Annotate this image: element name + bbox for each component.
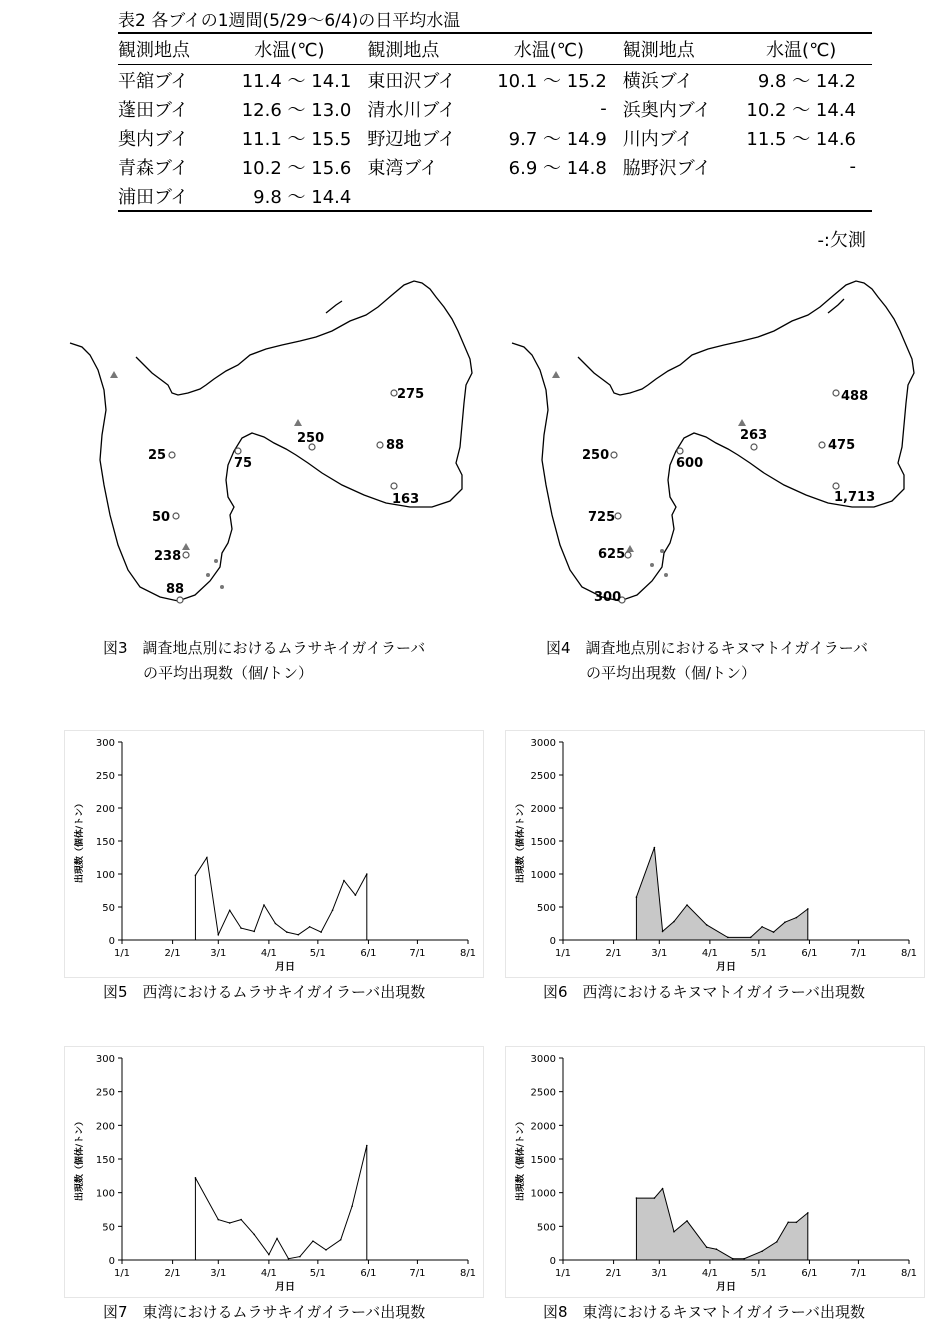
station-circle [183, 552, 189, 558]
data-point [743, 1258, 745, 1260]
x-tick-label: 5/1 [750, 1268, 767, 1279]
buoy-dot [220, 585, 224, 589]
buoy-markers [552, 371, 746, 577]
data-point [195, 875, 197, 877]
table-row [118, 65, 872, 95]
data-point [325, 1249, 327, 1251]
x-tick-label: 7/1 [850, 948, 867, 959]
map-value-label: 75 [234, 456, 253, 471]
data-point [706, 924, 708, 926]
data-point [229, 910, 231, 912]
map-value-label: 263 [740, 428, 768, 443]
temp-cell: 6.9 ～ 14.8 [508, 157, 607, 179]
data-point [240, 927, 242, 929]
data-point [636, 896, 638, 898]
y-axis-label: 出現数（個体/トン） [516, 798, 526, 884]
map-value-label: 238 [154, 549, 182, 564]
data-point [297, 934, 299, 936]
temp-cell: - [849, 156, 856, 177]
station-cell [623, 181, 747, 211]
temp-cell [746, 181, 872, 211]
coastline-path [70, 281, 472, 601]
header-station: 観測地点 [118, 33, 228, 65]
buoy-triangle [110, 371, 118, 378]
peninsula-tip-marker [828, 299, 844, 313]
fig8-chart [505, 1046, 925, 1298]
fig8-caption: 図8 東湾におけるキヌマトイガイラーバ出現数 [543, 1303, 865, 1321]
y-tick-label: 1500 [530, 1155, 556, 1166]
temp-cell: 11.1 ～ 15.5 [241, 128, 352, 150]
x-tick-label: 3/1 [210, 948, 227, 959]
buoy-triangle [182, 543, 190, 550]
data-point [784, 921, 786, 923]
map-value-label: 1,713 [834, 490, 876, 505]
y-tick-label: 1500 [530, 837, 556, 848]
caption-line: の平均出現数（個/トン） [143, 664, 314, 682]
y-tick-label: 3000 [530, 738, 556, 749]
data-point [807, 1212, 809, 1214]
station-cell: 横浜ブイ [622, 70, 694, 92]
temp-cell: 10.2 ～ 15.6 [241, 157, 352, 179]
x-tick-label: 6/1 [360, 1268, 377, 1279]
fig7-caption: 図7 東湾におけるムラサキイガイラーバ出現数 [103, 1303, 426, 1321]
x-tick-label: 1/1 [113, 1268, 131, 1279]
y-tick-label: 2500 [530, 771, 556, 782]
x-tick-label: 7/1 [850, 1268, 867, 1279]
y-axis-label: 出現数（個体/トン） [516, 1116, 526, 1202]
x-tick-label: 4/1 [260, 1268, 277, 1279]
station-circle [625, 552, 631, 558]
y-tick-label: 0 [549, 1256, 556, 1267]
x-tick-label: 5/1 [309, 1268, 326, 1279]
caption-line: の平均出現数（個/トン） [586, 664, 757, 682]
data-point [320, 931, 322, 933]
x-axis-label: 月日 [716, 962, 736, 973]
fig7-chart [64, 1046, 484, 1298]
station-circle [615, 513, 621, 519]
y-tick-label: 0 [108, 936, 115, 947]
map-value-label: 163 [392, 492, 420, 507]
fig6-frame [505, 730, 925, 978]
station-circle [833, 390, 839, 396]
y-axis-label: 出現数（個体/トン） [75, 1116, 85, 1202]
y-tick-label: 0 [549, 936, 556, 947]
data-point [366, 873, 368, 875]
map-value-label: 250 [297, 431, 325, 446]
buoy-dot [664, 573, 668, 577]
temp-cell: 9.7 ～ 14.9 [508, 128, 607, 150]
station-cell: 野辺地ブイ [367, 128, 456, 150]
temp-cell: 11.4 ～ 14.1 [241, 70, 352, 92]
data-point [253, 931, 255, 933]
data-point [773, 931, 775, 933]
data-point [662, 1188, 664, 1190]
station-circle [611, 452, 617, 458]
station-cell: 蓬田ブイ [118, 99, 189, 121]
y-tick-label: 100 [95, 1188, 115, 1200]
x-tick-label: 6/1 [801, 948, 818, 959]
x-axis-label: 月日 [275, 1282, 295, 1293]
station-cell: 脇野沢ブイ [622, 157, 712, 179]
table2-block [118, 10, 874, 251]
table-header-row [118, 33, 872, 65]
table-row [118, 152, 872, 181]
x-tick-label: 2/1 [605, 948, 622, 959]
data-point [750, 937, 752, 939]
temp-cell: - [600, 98, 607, 119]
data-point [761, 1250, 763, 1252]
x-tick-label: 8/1 [459, 1268, 477, 1279]
series-line [195, 858, 366, 941]
x-tick-label: 7/1 [409, 1268, 426, 1279]
y-tick-label: 150 [95, 1155, 115, 1166]
map-value-label: 88 [166, 582, 185, 597]
y-tick-label: 500 [536, 903, 556, 914]
buoy-triangle [552, 371, 560, 378]
buoy-triangle [294, 419, 302, 426]
fig5-caption: 図5 西湾におけるムラサキイガイラーバ出現数 [103, 983, 426, 1001]
map-value-label: 488 [841, 389, 869, 404]
station-circle [751, 444, 757, 450]
y-tick-label: 300 [95, 738, 115, 749]
x-tick-label: 6/1 [360, 948, 377, 959]
temp-cell: 11.5 ～ 14.6 [746, 128, 856, 150]
y-axis-label: 出現数（個体/トン） [75, 798, 85, 884]
fig5-frame [64, 730, 484, 978]
x-tick-label: 3/1 [651, 1268, 668, 1279]
data-point [686, 1220, 688, 1222]
water-temperature-table [118, 32, 872, 212]
caption-line: 図4 調査地点別におけるキヌマトイガイラーバ [546, 639, 868, 657]
caption-line: 図3 調査地点別におけるムラサキイガイラーバ [103, 639, 426, 657]
y-tick-label: 2000 [530, 1121, 556, 1133]
map-value-label: 25 [148, 448, 167, 463]
station-cell: 浜奥内ブイ [622, 99, 712, 121]
x-tick-label: 8/1 [900, 1268, 918, 1279]
data-point [309, 926, 311, 928]
map-value-label: 625 [598, 547, 626, 562]
header-temp: 水温(℃) [491, 33, 623, 65]
station-cell [367, 181, 491, 211]
y-tick-label: 0 [108, 1256, 115, 1267]
header-station: 観測地点 [367, 33, 491, 65]
x-axis-label: 月日 [716, 1282, 736, 1293]
data-point [366, 1145, 368, 1147]
data-point [727, 937, 729, 939]
data-point [796, 917, 798, 919]
y-tick-label: 100 [95, 870, 115, 881]
data-point [299, 1256, 301, 1258]
y-tick-label: 2000 [530, 804, 556, 815]
x-tick-label: 3/1 [210, 1268, 227, 1279]
fig6-chart [505, 730, 925, 978]
y-tick-label: 1000 [530, 1188, 556, 1200]
data-point [340, 1239, 342, 1241]
data-point [673, 1231, 675, 1233]
buoy-dot [214, 559, 218, 563]
x-axis-label: 月日 [275, 962, 295, 973]
fig7-frame [64, 1046, 484, 1298]
series-line [195, 1146, 366, 1261]
data-point [332, 910, 334, 912]
station-cell: 青森ブイ [118, 157, 189, 179]
y-tick-label: 50 [102, 903, 115, 914]
station-cell: 平舘ブイ [118, 70, 189, 92]
header-station: 観測地点 [623, 33, 747, 65]
station-circle [169, 452, 175, 458]
x-tick-label: 1/1 [554, 1268, 572, 1279]
temp-cell: 9.8 ～ 14.4 [228, 181, 368, 211]
station-cell: 東田沢ブイ [367, 70, 456, 92]
station-circles [169, 390, 397, 603]
x-tick-label: 1/1 [554, 948, 572, 959]
buoy-dot [660, 549, 664, 553]
map-value-label: 250 [582, 448, 610, 463]
data-point [217, 934, 219, 936]
x-tick-label: 3/1 [651, 948, 668, 959]
header-temp: 水温(℃) [228, 33, 368, 65]
station-cell: 奥内ブイ [118, 128, 189, 150]
buoy-markers [110, 371, 302, 589]
y-tick-label: 1000 [530, 870, 556, 881]
data-point [787, 1221, 789, 1223]
fig5-chart [64, 730, 484, 978]
station-circle [677, 448, 683, 454]
buoy-dot [206, 573, 210, 577]
map3-caption [103, 636, 425, 686]
x-tick-label: 5/1 [750, 948, 767, 959]
fig8-frame [505, 1046, 925, 1298]
data-point [706, 1246, 708, 1248]
x-tick-label: 8/1 [900, 948, 918, 959]
data-point [351, 1205, 353, 1207]
table-row [118, 94, 872, 123]
buoy-dot [650, 563, 654, 567]
data-point [776, 1241, 778, 1243]
data-point [195, 1177, 197, 1179]
data-point [263, 904, 265, 906]
series-area [636, 1189, 807, 1260]
station-circle [833, 483, 839, 489]
temp-cell: 12.6 ～ 13.0 [241, 99, 352, 121]
station-cell: 浦田ブイ [118, 181, 228, 211]
x-tick-label: 2/1 [164, 948, 181, 959]
table-note: -:欠測 [817, 230, 866, 251]
data-point [673, 921, 675, 923]
data-point [286, 931, 288, 933]
map-value-label: 88 [386, 438, 405, 453]
temp-cell [491, 181, 623, 211]
map4-figure [502, 275, 932, 615]
station-circles [611, 390, 839, 603]
y-tick-label: 150 [95, 837, 115, 848]
y-tick-label: 250 [95, 771, 115, 782]
map-labels [582, 389, 875, 605]
table-row [118, 181, 872, 211]
x-tick-label: 1/1 [113, 948, 131, 959]
station-cell: 川内ブイ [622, 128, 694, 150]
data-point [240, 1219, 242, 1221]
y-tick-label: 200 [95, 1121, 115, 1133]
x-tick-label: 5/1 [309, 948, 326, 959]
x-tick-label: 7/1 [409, 948, 426, 959]
y-tick-label: 500 [536, 1222, 556, 1234]
buoy-triangle [626, 545, 634, 552]
temp-cell: 9.8 ～ 14.2 [757, 70, 856, 92]
map3-figure [60, 275, 490, 615]
station-circle [391, 483, 397, 489]
map-value-label: 300 [594, 590, 622, 605]
series-area [636, 848, 807, 940]
data-point [312, 1240, 314, 1242]
station-circle [235, 448, 241, 454]
data-point [654, 1197, 656, 1199]
station-cell: 東湾ブイ [367, 157, 438, 179]
data-point [343, 880, 345, 882]
table-title: 表2 各ブイの1週間(5/29～6/4)の日平均水温 [118, 11, 461, 31]
map-labels [148, 387, 424, 597]
map-value-label: 275 [397, 387, 425, 402]
x-tick-label: 2/1 [164, 1268, 181, 1279]
y-tick-label: 3000 [530, 1054, 556, 1065]
station-circle [377, 442, 383, 448]
y-tick-label: 2500 [530, 1087, 556, 1099]
map-value-label: 600 [676, 456, 704, 471]
header-temp: 水温(℃) [746, 33, 872, 65]
temp-cell: 10.1 ～ 15.2 [497, 70, 607, 92]
data-point [355, 894, 357, 896]
station-circle [173, 513, 179, 519]
table-row [118, 123, 872, 152]
map-value-label: 475 [828, 438, 856, 453]
x-tick-label: 4/1 [260, 948, 277, 959]
station-cell: 清水川ブイ [367, 99, 456, 121]
x-tick-label: 4/1 [701, 1268, 718, 1279]
y-tick-label: 200 [95, 804, 115, 815]
x-tick-label: 6/1 [801, 1268, 818, 1279]
data-point [716, 1248, 718, 1250]
y-tick-label: 50 [102, 1222, 115, 1234]
data-point [276, 1238, 278, 1240]
data-point [761, 926, 763, 928]
data-point [796, 1221, 798, 1223]
y-tick-label: 250 [95, 1087, 115, 1099]
data-point [229, 1222, 231, 1224]
station-circle [819, 442, 825, 448]
data-point [662, 931, 664, 933]
bay-coastline [70, 281, 472, 601]
map4-caption [546, 636, 868, 686]
buoy-triangle [738, 419, 746, 426]
x-tick-label: 4/1 [701, 948, 718, 959]
data-point [288, 1258, 290, 1260]
data-point [206, 857, 208, 859]
data-point [253, 1234, 255, 1236]
data-point [217, 1219, 219, 1221]
data-point [268, 1254, 270, 1256]
data-point [807, 908, 809, 910]
x-tick-label: 8/1 [459, 948, 477, 959]
map-value-label: 725 [588, 510, 616, 525]
data-point [636, 1197, 638, 1199]
temp-cell: 10.2 ～ 14.4 [746, 99, 856, 121]
fig6-caption: 図6 西湾におけるキヌマトイガイラーバ出現数 [543, 983, 865, 1001]
data-point [686, 904, 688, 906]
data-point [654, 847, 656, 849]
data-point [732, 1258, 734, 1260]
peninsula-tip-marker [326, 301, 342, 313]
y-tick-label: 300 [95, 1054, 115, 1065]
station-circle [177, 597, 183, 603]
x-tick-label: 2/1 [605, 1268, 622, 1279]
data-point [275, 923, 277, 925]
map-value-label: 50 [152, 510, 171, 525]
